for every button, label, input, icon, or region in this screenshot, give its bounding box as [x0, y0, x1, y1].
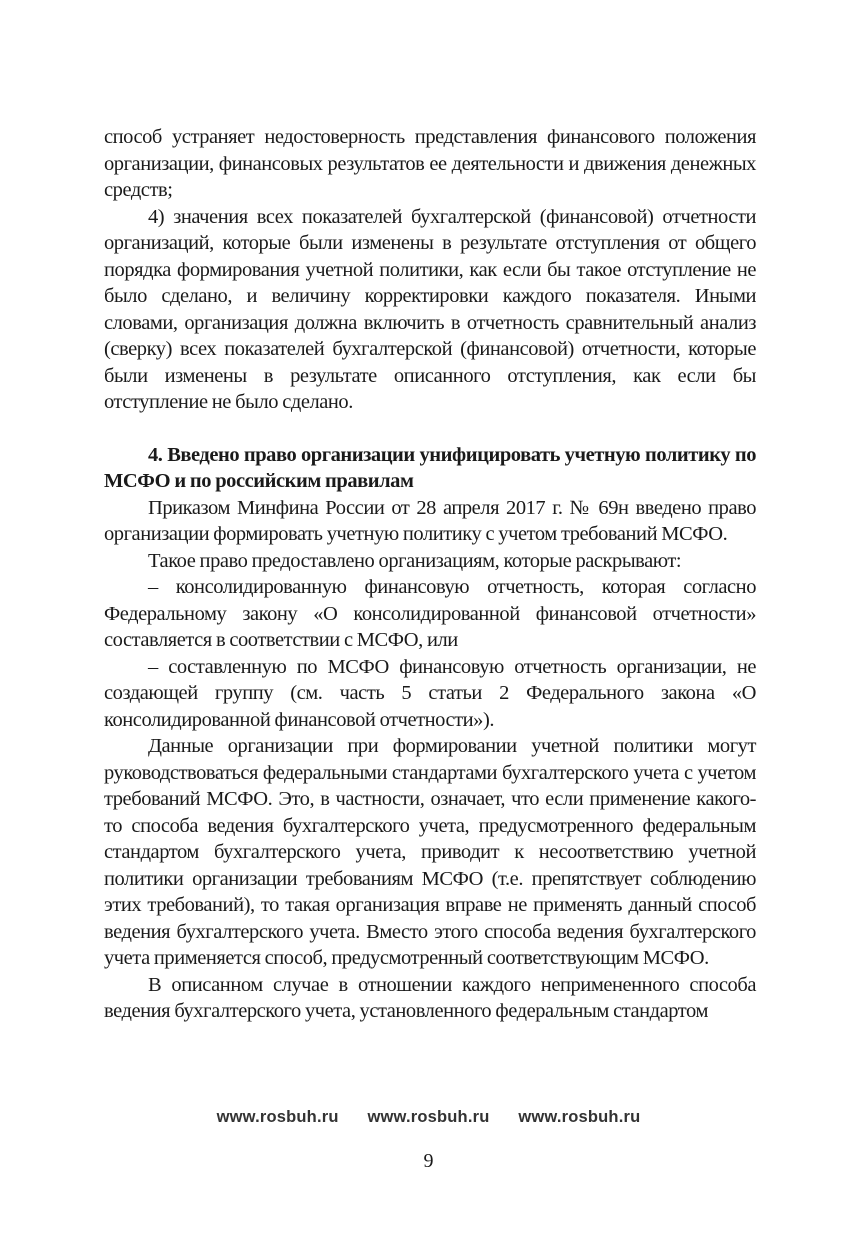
paragraph-continuation: способ устраняет недостоверность представления финансового положения организации, финансовых результатов ее деятельности и движения денежных средств;: [104, 126, 756, 201]
footer-link[interactable]: www.rosbuh.ru: [216, 1108, 339, 1126]
footer-links: [0, 1108, 857, 1127]
paragraph-minfin-order: Приказом Минфина России от 28 апреля 2017 г. № 69н введено право организации формировать учетную политику с учетом требований МСФО.: [104, 496, 756, 545]
paragraph-right-granted: Такое право предоставлено организациям, которые раскрывают:: [148, 549, 682, 572]
page-number: 9: [423, 1150, 434, 1172]
page-body: [104, 124, 756, 1025]
paragraph-consolidated-list-item: – консолидированную финансовую отчетность, которая согласно Федеральному закону «О консолидированной финансовой отчетности» составляется в соответствии с МСФО, или: [104, 576, 756, 651]
paragraph-ifrs-list-item: – составленную по МСФО финансовую отчетность организации, не создающей группу (см. часть 5 статьи 2 Федерального закона «О консолидированной финансовой отчетности»).: [104, 655, 756, 731]
footer-link[interactable]: www.rosbuh.ru: [518, 1108, 641, 1126]
paragraph-federal-standards: Данные организации при формировании учетной политики могут руководствоваться федеральными стандартами бухгалтерского учета с учетом требований МСФО. Это, в частности, означает, что если применение какого-то способа ведения бухгалтерского учета, предусмотренного федеральным стандартом бухгалтерского учета, приводит к несоответствию учетной политики организации требованиям МСФО (т.е. препятствует соблюдению этих требований), то такая организация вправе не применять данный способ ведения бухгалтерского учета. Вместо этого способа ведения бухгалтерского учета применяется способ, предусмотренный соответствующим МСФО.: [104, 735, 756, 969]
paragraph-item-4: 4) значения всех показателей бухгалтерской (финансовой) отчетности организаций, которые были изменены в результате отступления от общего порядка формирования учетной политики, как если бы такое отступление не было сделано, и величину корректировки каждого показателя. Иными словами, организация должна включить в отчетность сравнительный анализ (сверку) всех показателей бухгалтерской (финансовой) отчетности, которые были изменены в результате описанного отступления, как если бы отступление не было сделано.: [104, 205, 756, 413]
footer-link[interactable]: www.rosbuh.ru: [367, 1108, 490, 1126]
paragraph-described-case: В описанном случае в отношении каждого непримененного способа ведения бухгалтерского учета, установленного федеральным стандартом: [104, 973, 756, 1022]
section-heading: 4. Введено право организации унифицировать учетную политику по МСФО и по российским правилам: [104, 443, 756, 492]
